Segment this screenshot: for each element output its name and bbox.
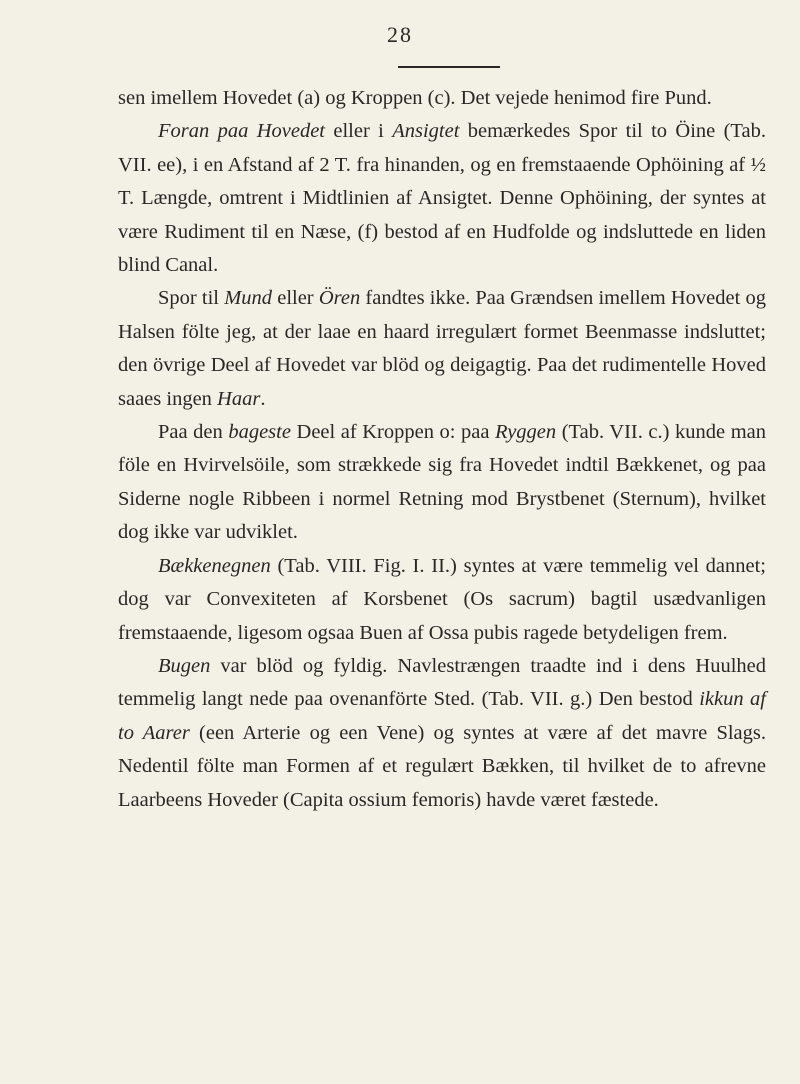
paragraph (118, 550, 766, 650)
italic-segment: Mund (224, 287, 273, 310)
text-segment: Paa den (158, 421, 229, 444)
text-segment: Spor til (158, 287, 225, 310)
italic-segment: Ören (318, 287, 361, 310)
italic-segment: bageste (228, 421, 291, 444)
text-segment: sen imellem Hovedet (a) og Kroppen (c). Det vejede henimod fire Pund. (118, 87, 712, 109)
text-segment: eller (272, 287, 319, 310)
italic-segment: ikkun af to Aarer (118, 688, 767, 744)
text-segment: fandtes ikke. Paa Grændsen imellem Hovedet og Halsen fölte jeg, at der laae en haard irregulært formet Beenmasse indsluttet; den övrige Deel af Hovedet var blöd og deigagtig. Paa det rudimentelle Hoved saaes ingen (118, 287, 766, 410)
paragraph (118, 650, 766, 817)
text-segment: bemærkedes Spor til to Öine (Tab. VII. ee), i en Afstand af 2 T. fra hinanden, og en fremstaaende Ophöining af ½ T. Længde, omtrent i Midtlinien af Ansigtet. Denne Ophöining, der syntes at være Rudiment til en Næse, (f) bestod af en Hudfolde og indsluttede en liden blind Canal. (118, 120, 766, 277)
text-segment: var blöd og fyldig. Navlestrængen traadte ind i dens Huulhed temmelig langt nede paa ovenanförte Sted. (Tab. VII. g.) Den bestod (118, 654, 766, 711)
italic-segment: Bugen (158, 654, 211, 677)
paragraph (118, 82, 766, 115)
header-rule (398, 66, 500, 68)
body-text (118, 82, 766, 817)
text-segment: Deel af Kroppen o: paa (290, 421, 496, 444)
text-segment: (Tab. VII. c.) kunde man föle en Hvirvelsöile, som strækkede sig fra Hovedet indtil Bækkenet, og paa Siderne nogle Ribbeen i normel Retning mod Brystbenet (Sternum), hvilket dog ikke var udviklet. (118, 421, 766, 544)
text-segment: (een Arterie og een Vene) og syntes at være af det mavre Slags. Nedentil fölte man Formen af et regulært Bækken, til hvilket de to afrevne Laarbeens Hoveder (Capita ossium femoris) havde været fæstede. (118, 721, 766, 811)
page-number: 28 (387, 22, 413, 47)
text-segment: . (260, 387, 266, 410)
italic-segment: Ryggen (495, 421, 557, 444)
text-segment: eller i (325, 120, 393, 143)
paragraph (118, 282, 766, 416)
italic-segment: Foran paa Hovedet (158, 120, 326, 143)
paragraph (118, 416, 766, 550)
text-segment: (Tab. VIII. Fig. I. II.) syntes at være temmelig vel dannet; dog var Convexiteten af Korsbenet (Os sacrum) bagtil usædvanligen fremstaaende, ligesom ogsaa Buen af Ossa pubis ragede betydeligen frem. (118, 554, 766, 644)
paragraph (118, 115, 766, 282)
italic-segment: Haar (217, 387, 261, 410)
italic-segment: Ansigtet (392, 120, 460, 143)
italic-segment: Bækkenegnen (158, 554, 271, 577)
